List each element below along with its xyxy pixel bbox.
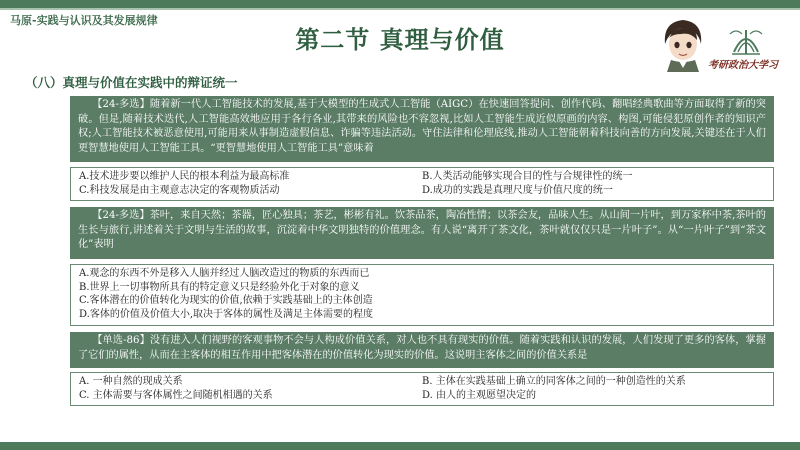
option-a[interactable]: A.观念的东西不外是移入人脑并经过人脑改造过的物质的东西而已 — [79, 268, 370, 279]
section-title: （八）真理与价值在实践中的辩证统一 — [25, 75, 238, 90]
option-a[interactable]: A. 一种自然的现成关系 — [79, 376, 183, 387]
option-b[interactable]: B.世界上一切事物所具有的特定意义只是经验外化于对象的意义 — [79, 281, 360, 293]
brand-text: 考研政治大学习 — [708, 60, 778, 71]
option-c[interactable]: C. 主体需要与客体属性之间随机相遇的关系 — [79, 389, 273, 401]
question-3-options — [70, 372, 774, 406]
option-d[interactable]: D. 由人的主观愿望决定的 — [422, 389, 537, 401]
question-2: 【24-多选】茶叶，来自天然；茶器，匠心独具；茶艺，彬彬有礼。饮茶品茶，陶冶性情；以茶会友，品味人生。从山间一片叶，到万家杯中茶,茶叶的生长与旅行,讲述着关于文明与生活的故事，沉淀着中华文明独特的价值理念。有人说“离开了茶文化，茶叶就仅仅只是一片叶子”。从“一片叶子”到“茶文化”表明 — [70, 207, 774, 259]
option-b[interactable]: B.人类活动能够实现合目的性与合规律性的统一 — [422, 171, 633, 182]
bottom-accent-bar — [0, 442, 800, 450]
option-a[interactable]: A.技术进步要以维护人民的根本利益为最高标准 — [79, 171, 290, 182]
option-c[interactable]: C.客体潜在的价值转化为现实的价值,依赖于实践基础上的主体创造 — [79, 295, 373, 306]
question-1-options — [70, 167, 774, 201]
page-title: 第二节 真理与价值 — [295, 26, 505, 54]
option-d[interactable]: D.成功的实践是真理尺度与价值尺度的统一 — [422, 184, 613, 196]
question-1: 【24-多选】随着新一代人工智能技术的发展,基于大模型的生成式人工智能（AIGC）在快速回答提问、创作代码、翻唱经典歌曲等方面取得了新的突破。但是,随着技术迭代,人工智能高效地应用于各行各业,其带来的风险也不容忽视,比如人工智能生成近似原画的内容、构图,可能侵犯原创作者的知识产权;人工智能技术被恶意使用,可能用来从事制造虚假信息、诈骗等违法活动。守住法律和伦理底线,推动人工智能朝着科技向善的方向发展,关键还在于人们更智慧地使用人工智能工具。“更智慧地使用人工智能工具”意味着 — [70, 96, 774, 162]
option-d[interactable]: D.客体的价值及价值大小,取决于客体的属性及满足主体需要的程度 — [79, 308, 374, 320]
top-accent-line — [0, 8, 800, 10]
option-c[interactable]: C.科技发展是由主观意志决定的客观物质活动 — [79, 184, 280, 196]
top-accent-bar — [0, 0, 800, 8]
question-3: 【单选-86】没有进入人们视野的客观事物不会与人构成价值关系，对人也不具有现实的价值。随着实践和认识的发展，人们发现了更多的客体，掌握了它们的属性，从而在主客体的相互作用中把客体潜在的价值转化为现实的价值。这说明主客体之间的价值关系是 — [70, 332, 774, 368]
avatar — [655, 14, 711, 72]
option-b[interactable]: B. 主体在实践基础上确立的同客体之间的一种创造性的关系 — [422, 376, 686, 387]
breadcrumb: 马原-实践与认识及其发展规律 — [10, 14, 158, 27]
question-2-options — [70, 264, 774, 326]
